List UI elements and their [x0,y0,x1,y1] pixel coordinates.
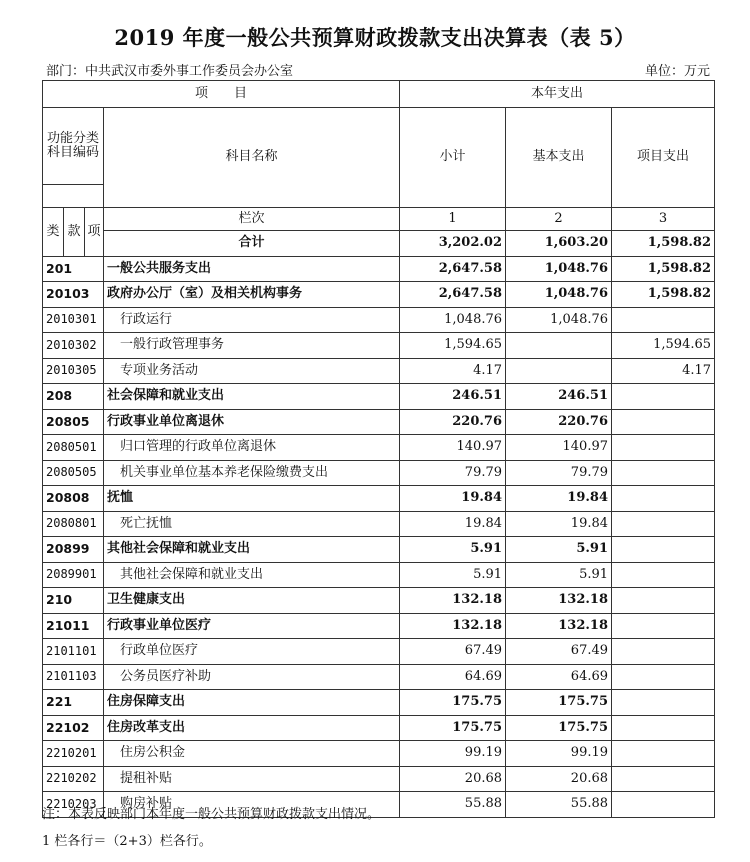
table-row [43,537,715,563]
header-basic: 基本支出 [506,108,612,208]
row-subject-name: 机关事业单位基本养老保险缴费支出 [104,460,400,486]
table-row [43,664,715,690]
total-subtotal: 3,202.02 [400,231,506,257]
row-project: 1,594.65 [612,333,715,359]
header-lei: 类 [43,208,64,257]
row-code: 2010302 [43,333,104,359]
row-code: 20899 [43,537,104,563]
row-code: 2089901 [43,562,104,588]
row-basic: 175.75 [506,715,612,741]
row-project [612,588,715,614]
row-basic: 1,048.76 [506,256,612,282]
row-project [612,639,715,665]
row-project [612,766,715,792]
header-project: 项目支出 [612,108,715,208]
row-code: 2210202 [43,766,104,792]
row-subject-name: 归口管理的行政单位离退休 [104,435,400,461]
row-subject-name: 抚恤 [104,486,400,512]
header-col3: 3 [612,208,715,231]
row-project [612,486,715,512]
table-row [43,409,715,435]
row-subject-name: 卫生健康支出 [104,588,400,614]
row-basic: 140.97 [506,435,612,461]
row-subtotal: 132.18 [400,613,506,639]
row-basic: 67.49 [506,639,612,665]
row-basic: 99.19 [506,741,612,767]
row-subject-name: 其他社会保障和就业支出 [104,562,400,588]
header-subtotal: 小计 [400,108,506,208]
row-project [612,307,715,333]
row-code: 20103 [43,282,104,308]
total-label: 合计 [104,231,400,257]
row-project [612,562,715,588]
header-col1: 1 [400,208,506,231]
table-row [43,562,715,588]
row-code: 21011 [43,613,104,639]
table-row [43,435,715,461]
row-subject-name: 行政事业单位医疗 [104,613,400,639]
row-basic: 5.91 [506,562,612,588]
total-project: 1,598.82 [612,231,715,257]
table-row [43,741,715,767]
row-subtotal: 67.49 [400,639,506,665]
row-basic: 64.69 [506,664,612,690]
table-row [43,358,715,384]
row-basic: 5.91 [506,537,612,563]
table-row [43,588,715,614]
budget-table [42,80,715,818]
row-subtotal: 4.17 [400,358,506,384]
row-project [612,664,715,690]
row-basic: 132.18 [506,588,612,614]
row-code: 2080505 [43,460,104,486]
row-basic [506,333,612,359]
row-subtotal: 5.91 [400,537,506,563]
row-subtotal: 220.76 [400,409,506,435]
note-1: 注：本表反映部门本年度一般公共预算财政拨款支出情况。 [42,807,381,822]
header-row-4 [43,208,715,231]
page-title: 2019 年度一般公共预算财政拨款支出决算表（表 5） [114,25,636,50]
header-subject-name: 科目名称 [104,108,400,208]
table-row [43,307,715,333]
row-subject-name: 一般行政管理事务 [104,333,400,359]
row-subject-name: 住房公积金 [104,741,400,767]
row-subject-name: 购房补贴 [104,792,400,818]
row-basic: 19.84 [506,511,612,537]
row-subtotal: 2,647.58 [400,282,506,308]
row-subtotal: 20.68 [400,766,506,792]
header-code-blank [43,185,104,208]
row-basic [506,358,612,384]
row-subject-name: 政府办公厅（室）及相关机构事务 [104,282,400,308]
row-basic: 20.68 [506,766,612,792]
row-basic: 175.75 [506,690,612,716]
row-project [612,460,715,486]
table-row [43,333,715,359]
header-column-no: 栏次 [104,208,400,231]
header-func-code: 功能分类科目编码 [43,108,104,185]
row-code: 201 [43,256,104,282]
row-basic: 132.18 [506,613,612,639]
row-subtotal: 64.69 [400,664,506,690]
row-code: 22102 [43,715,104,741]
row-subtotal: 1,594.65 [400,333,506,359]
unit-label: 单位：万元 [644,64,710,79]
row-subtotal: 246.51 [400,384,506,410]
row-subtotal: 2,647.58 [400,256,506,282]
header-col2: 2 [506,208,612,231]
row-project [612,690,715,716]
table-row [43,460,715,486]
row-code: 221 [43,690,104,716]
row-code: 2101103 [43,664,104,690]
row-basic: 19.84 [506,486,612,512]
row-project [612,715,715,741]
row-subtotal: 175.75 [400,690,506,716]
table-row [43,486,715,512]
row-project: 1,598.82 [612,282,715,308]
table-row [43,384,715,410]
table-row [43,256,715,282]
department-label: 部门：中共武汉市委外事工作委员会办公室 [46,64,294,79]
row-subject-name: 死亡抚恤 [104,511,400,537]
row-project [612,741,715,767]
row-basic: 1,048.76 [506,282,612,308]
row-subtotal: 175.75 [400,715,506,741]
row-code: 2101101 [43,639,104,665]
row-subject-name: 住房改革支出 [104,715,400,741]
row-code: 20805 [43,409,104,435]
row-project [612,537,715,563]
row-basic: 55.88 [506,792,612,818]
note-2: 1 栏各行＝（2+3）栏各行。 [42,834,212,849]
row-subtotal: 19.84 [400,486,506,512]
row-subtotal: 19.84 [400,511,506,537]
row-subtotal: 99.19 [400,741,506,767]
row-code: 2010305 [43,358,104,384]
row-project [612,792,715,818]
row-code: 210 [43,588,104,614]
row-subtotal: 132.18 [400,588,506,614]
header-row-2 [43,108,715,185]
row-code: 20808 [43,486,104,512]
row-subject-name: 公务员医疗补助 [104,664,400,690]
table-row [43,613,715,639]
row-basic: 246.51 [506,384,612,410]
row-basic: 1,048.76 [506,307,612,333]
header-kuan: 款 [64,208,85,257]
row-project: 1,598.82 [612,256,715,282]
row-code: 208 [43,384,104,410]
row-code: 2210201 [43,741,104,767]
row-project [612,409,715,435]
row-subtotal: 5.91 [400,562,506,588]
row-subject-name: 行政事业单位离退休 [104,409,400,435]
row-project [612,435,715,461]
header-xiang: 项 [85,208,104,257]
row-subtotal: 1,048.76 [400,307,506,333]
table-row [43,690,715,716]
row-project [612,511,715,537]
row-project [612,384,715,410]
row-basic: 79.79 [506,460,612,486]
total-basic: 1,603.20 [506,231,612,257]
row-subject-name: 行政单位医疗 [104,639,400,665]
table-row [43,282,715,308]
table-row [43,511,715,537]
row-subject-name: 社会保障和就业支出 [104,384,400,410]
row-subject-name: 住房保障支出 [104,690,400,716]
row-subject-name: 一般公共服务支出 [104,256,400,282]
row-subject-name: 专项业务活动 [104,358,400,384]
header-item: 项 目 [43,81,400,108]
row-subject-name: 提租补贴 [104,766,400,792]
header-row-1 [43,81,715,108]
row-subtotal: 79.79 [400,460,506,486]
row-code: 2080501 [43,435,104,461]
row-code: 2010301 [43,307,104,333]
row-subtotal: 140.97 [400,435,506,461]
row-project: 4.17 [612,358,715,384]
row-basic: 220.76 [506,409,612,435]
total-row [43,231,715,257]
table-row [43,639,715,665]
row-project [612,613,715,639]
table-row [43,766,715,792]
row-subtotal: 55.88 [400,792,506,818]
row-subject-name: 行政运行 [104,307,400,333]
row-subject-name: 其他社会保障和就业支出 [104,537,400,563]
row-code: 2210203 [43,792,104,818]
header-current-year: 本年支出 [400,81,715,108]
table-row [43,715,715,741]
row-code: 2080801 [43,511,104,537]
